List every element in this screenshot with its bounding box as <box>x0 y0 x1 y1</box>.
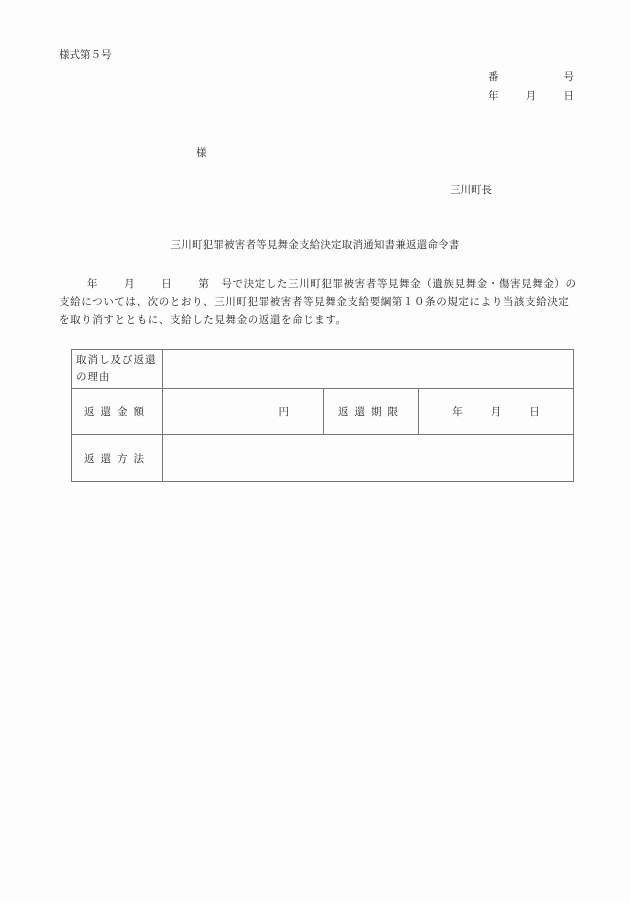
reference-month: 月 <box>525 90 537 102</box>
reference-date <box>488 88 574 103</box>
body-paragraph <box>59 275 577 329</box>
body-dai: 第 <box>198 278 210 290</box>
reference-number-label: 番 <box>488 71 499 83</box>
deadline-value[interactable] <box>419 389 574 435</box>
amount-label: 返還金額 <box>72 389 163 435</box>
form-number: 様式第５号 <box>59 49 112 61</box>
method-value[interactable] <box>163 435 574 482</box>
body-month: 月 <box>124 278 136 290</box>
body-text: 号で決定した三川町犯罪被害者等見舞金（遺族見舞金・傷害見舞金）の支給については、次のとおり、三川町犯罪被害者等見舞金支給要綱第１０条の規定により当該支給決定を取り消すとともに、支給した見舞金の返還を命じます。 <box>59 278 577 326</box>
document-title: 三川町犯罪被害者等見舞金支給決定取消通知書兼返還命令書 <box>170 239 460 251</box>
deadline-day: 日 <box>529 406 540 418</box>
reason-value[interactable] <box>163 350 574 389</box>
method-label: 返還方法 <box>72 435 163 482</box>
deadline-label: 返還期限 <box>324 389 419 435</box>
reference-year: 年 <box>488 90 499 102</box>
reference-day: 日 <box>563 90 574 102</box>
deadline-year: 年 <box>452 406 463 418</box>
table-row-reason <box>72 350 574 389</box>
amount-value[interactable] <box>163 389 324 435</box>
amount-unit: 円 <box>278 406 289 418</box>
table-row-amount <box>72 389 574 435</box>
reason-label: 取消し及び返還の理由 <box>72 350 163 389</box>
addressee: 様 <box>196 147 207 159</box>
form-table <box>71 349 574 482</box>
issuer: 三川町長 <box>450 184 492 196</box>
table-row-method <box>72 435 574 482</box>
body-year: 年 <box>87 278 99 290</box>
body-day: 日 <box>161 278 173 290</box>
reference-number-suffix: 号 <box>563 71 574 83</box>
reference-number <box>488 69 574 84</box>
deadline-month: 月 <box>490 406 502 418</box>
